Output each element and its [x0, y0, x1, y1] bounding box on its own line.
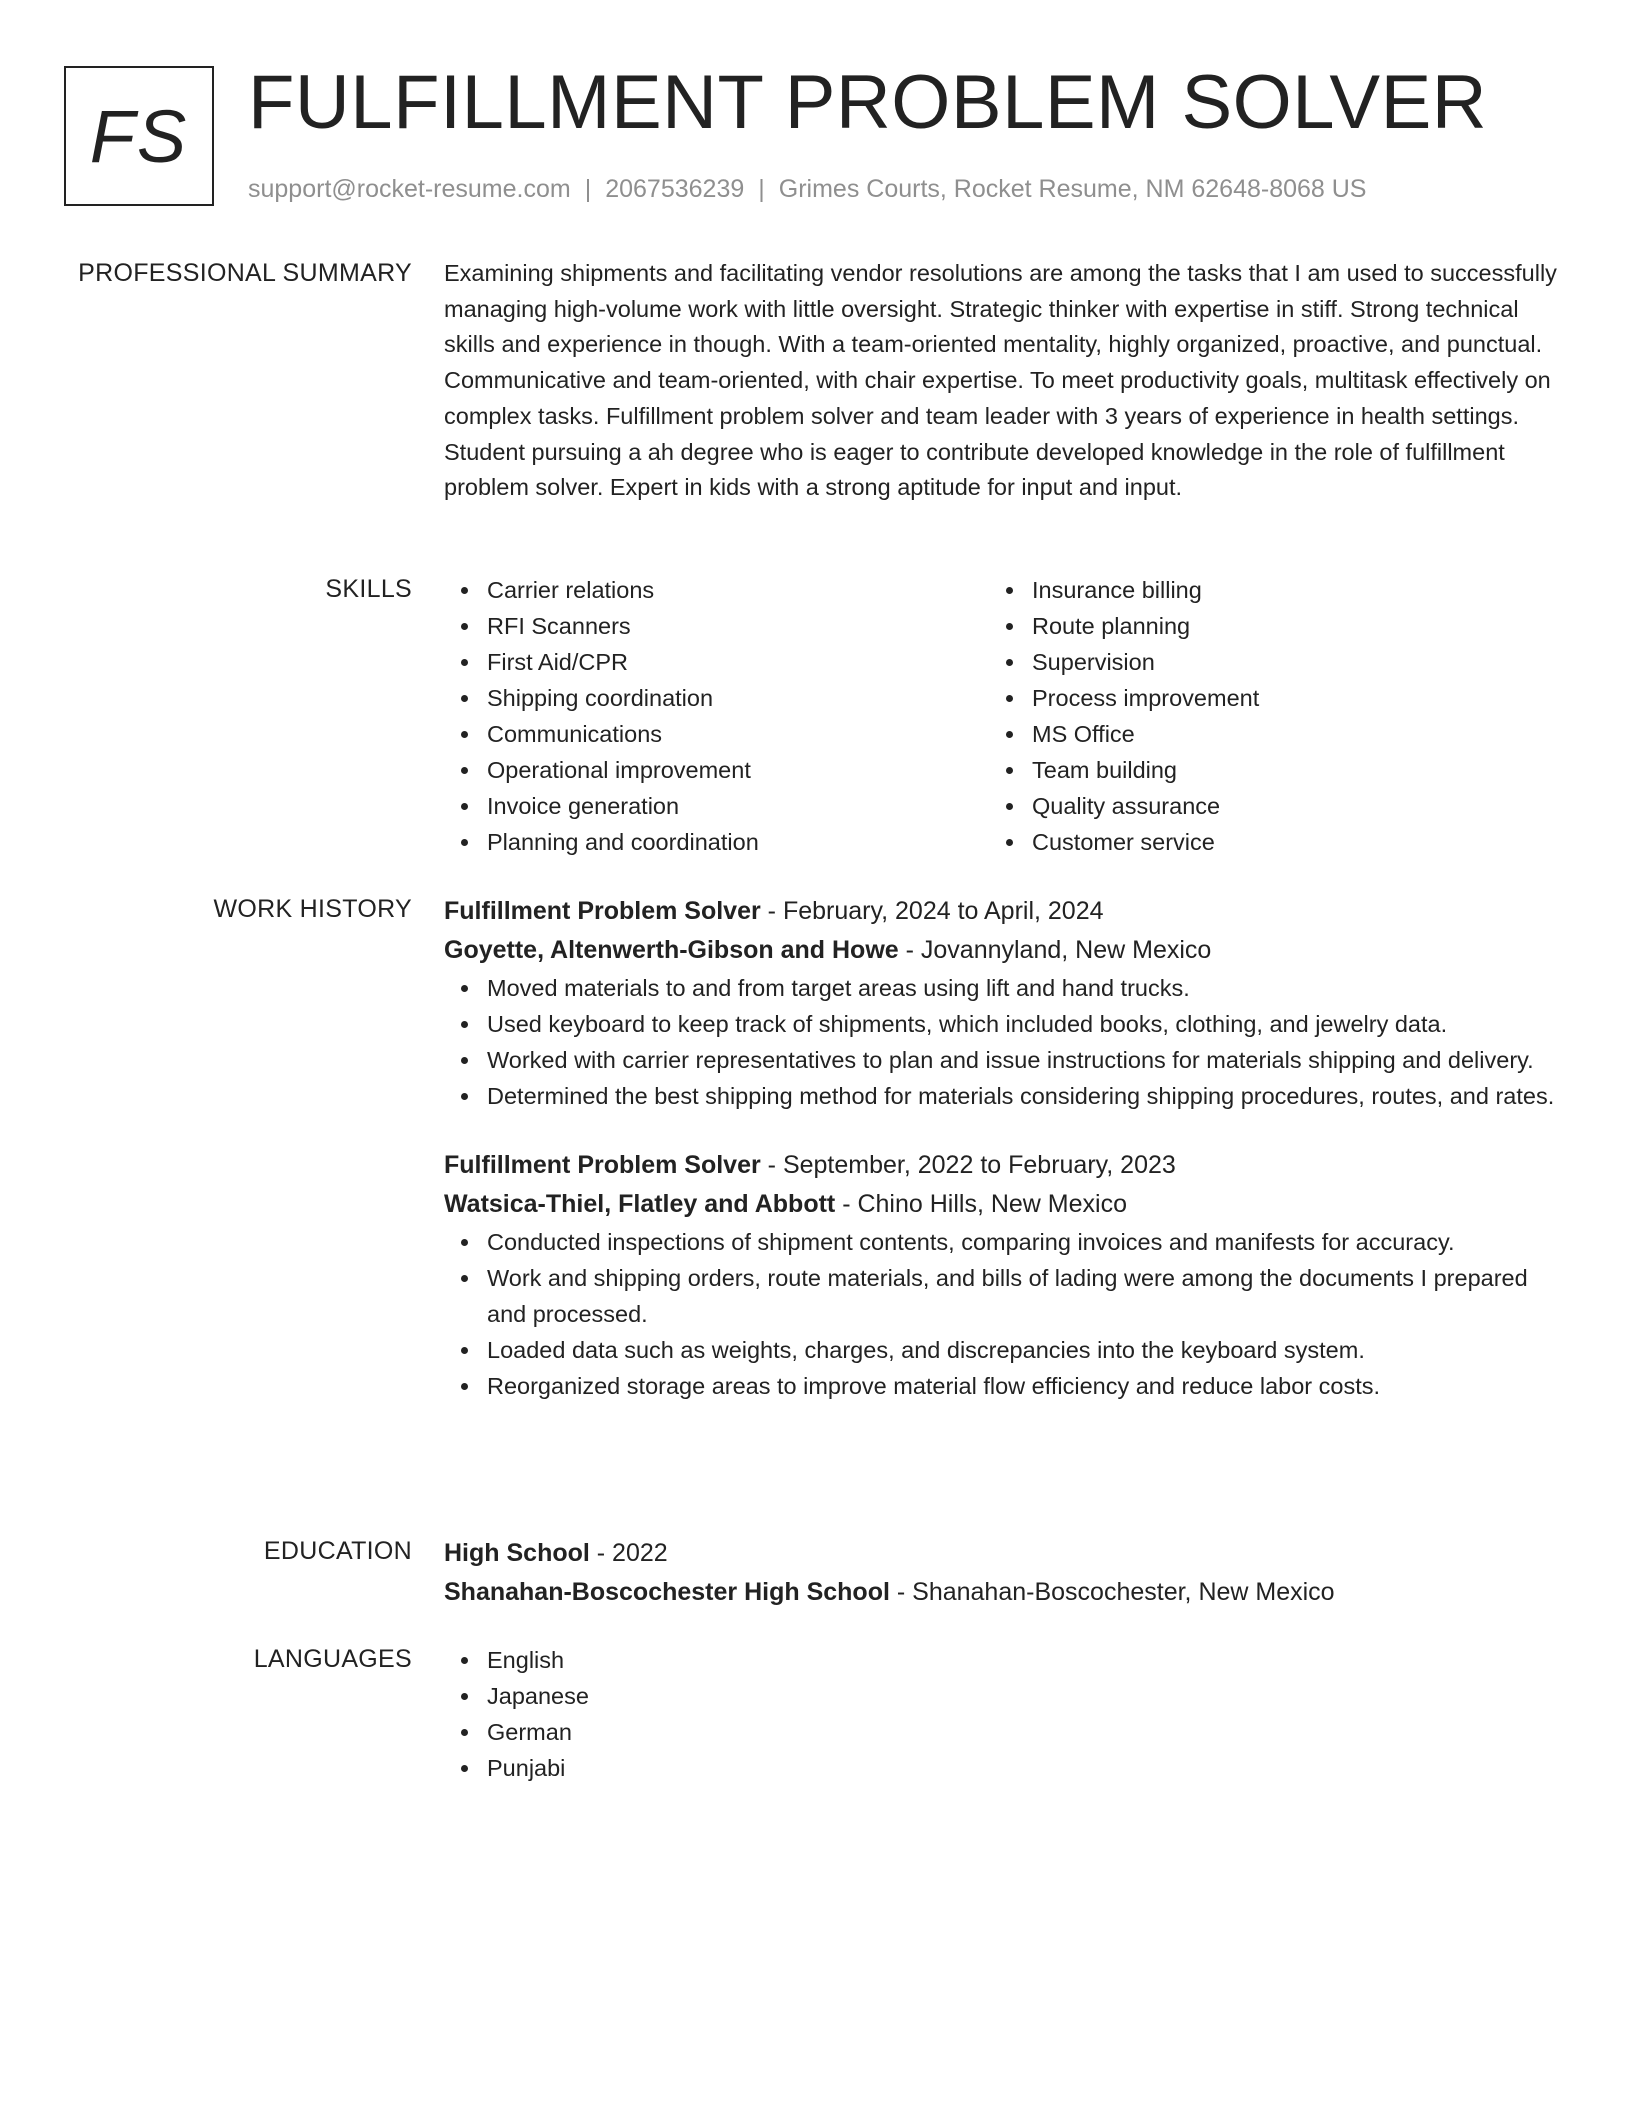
monogram-box: [64, 66, 214, 206]
job-bullet: Used keyboard to keep track of shipments, which included books, clothing, and jewelry data.: [444, 1006, 1562, 1042]
education-school: Shanahan-Boscochester High School: [444, 1578, 890, 1606]
language-item: Punjabi: [444, 1750, 1562, 1786]
skill-item: Operational improvement: [444, 752, 989, 788]
job-dates: - February, 2024 to April, 2024: [760, 897, 1104, 925]
skill-item: Process improvement: [989, 680, 1534, 716]
job-bullet: Reorganized storage areas to improve material flow efficiency and reduce labor costs.: [444, 1368, 1562, 1404]
skills-list-right: [989, 572, 1534, 860]
job-company-line: [444, 931, 1562, 970]
language-item: German: [444, 1714, 1562, 1750]
contact-line: [248, 172, 1367, 206]
job-entry: [444, 1146, 1562, 1404]
languages-body: [444, 1642, 1562, 1786]
section-label-languages: LANGUAGES: [253, 1645, 412, 1673]
job-title: Fulfillment Problem Solver: [444, 1151, 761, 1179]
contact-email[interactable]: support@rocket-resume.com: [248, 175, 571, 203]
skill-item: Supervision: [989, 644, 1534, 680]
skills-list-left: [444, 572, 989, 860]
education-body: [444, 1534, 1562, 1612]
job-dates: - September, 2022 to February, 2023: [760, 1151, 1176, 1179]
job-company-line: [444, 1185, 1562, 1224]
job-bullet: Loaded data such as weights, charges, and discrepancies into the keyboard system.: [444, 1332, 1562, 1368]
job-company: Watsica-Thiel, Flatley and Abbott: [444, 1190, 836, 1218]
section-label-education: EDUCATION: [263, 1537, 412, 1565]
job-location: - Chino Hills, New Mexico: [835, 1190, 1127, 1218]
languages-list: [444, 1642, 1562, 1786]
summary-body: [444, 256, 1562, 506]
job-bullet: Moved materials to and from target areas using lift and hand trucks.: [444, 970, 1562, 1006]
skill-item: Invoice generation: [444, 788, 989, 824]
work-history-body: [444, 892, 1562, 1404]
skill-item: Shipping coordination: [444, 680, 989, 716]
skill-item: Carrier relations: [444, 572, 989, 608]
job-bullet: Determined the best shipping method for materials considering shipping procedures, routes, and rates.: [444, 1078, 1562, 1114]
job-bullet: Work and shipping orders, route materials, and bills of lading were among the documents I prepared and processed.: [444, 1260, 1562, 1332]
education-degree: High School: [444, 1539, 590, 1567]
skill-item: Communications: [444, 716, 989, 752]
contact-phone[interactable]: 2067536239: [605, 175, 745, 203]
skill-item: Insurance billing: [989, 572, 1534, 608]
job-company: Goyette, Altenwerth-Gibson and Howe: [444, 936, 899, 964]
education-school-line: [444, 1573, 1562, 1612]
contact-address: Grimes Courts, Rocket Resume, NM 62648-8068 US: [778, 175, 1367, 203]
job-location: - Jovannyland, New Mexico: [898, 936, 1212, 964]
skills-grid: [444, 572, 1562, 860]
skill-item: Quality assurance: [989, 788, 1534, 824]
education-location: - Shanahan-Boscochester, New Mexico: [889, 1578, 1335, 1606]
language-item: Japanese: [444, 1678, 1562, 1714]
section-label-skills: SKILLS: [325, 575, 412, 603]
job-bullets: [444, 970, 1562, 1114]
skill-item: MS Office: [989, 716, 1534, 752]
skill-item: RFI Scanners: [444, 608, 989, 644]
skill-item: Customer service: [989, 824, 1534, 860]
education-year: - 2022: [589, 1539, 668, 1567]
job-title-line: [444, 892, 1562, 931]
skill-item: Planning and coordination: [444, 824, 989, 860]
job-title-line: [444, 1146, 1562, 1185]
skill-item: First Aid/CPR: [444, 644, 989, 680]
contact-separator: |: [584, 175, 592, 203]
education-degree-line: [444, 1534, 1562, 1573]
resume-name: FULFILLMENT PROBLEM SOLVER: [248, 60, 1488, 145]
contact-separator: |: [758, 175, 765, 203]
monogram-initials: FS: [89, 94, 189, 178]
skill-item: Route planning: [989, 608, 1534, 644]
language-item: English: [444, 1642, 1562, 1678]
skill-item: Team building: [989, 752, 1534, 788]
job-title: Fulfillment Problem Solver: [444, 897, 761, 925]
job-bullet: Conducted inspections of shipment contents, comparing invoices and manifests for accuracy.: [444, 1224, 1562, 1260]
section-label-work-history: WORK HISTORY: [213, 895, 412, 923]
section-label-summary: PROFESSIONAL SUMMARY: [78, 259, 412, 287]
summary-text: Examining shipments and facilitating vendor resolutions are among the tasks that I am used to successfully managing high-volume work with little oversight. Strategic thinker with expertise in stiff. Strong technical skills and experience in though. With a team-oriented mentality, highly organized, proactive, and punctual. Communicative and team-oriented, with chair expertise. To meet productivity goals, multitask effectively on complex tasks. Fulfillment problem solver and team leader with 3 years of experience in health settings. Student pursuing a ah degree who is eager to contribute developed knowledge in the role of fulfillment problem solver. Expert in kids with a strong aptitude for input and input.: [444, 260, 1557, 501]
job-bullets: [444, 1224, 1562, 1404]
job-bullet: Worked with carrier representatives to plan and issue instructions for materials shipping and delivery.: [444, 1042, 1562, 1078]
job-entry: [444, 892, 1562, 1114]
